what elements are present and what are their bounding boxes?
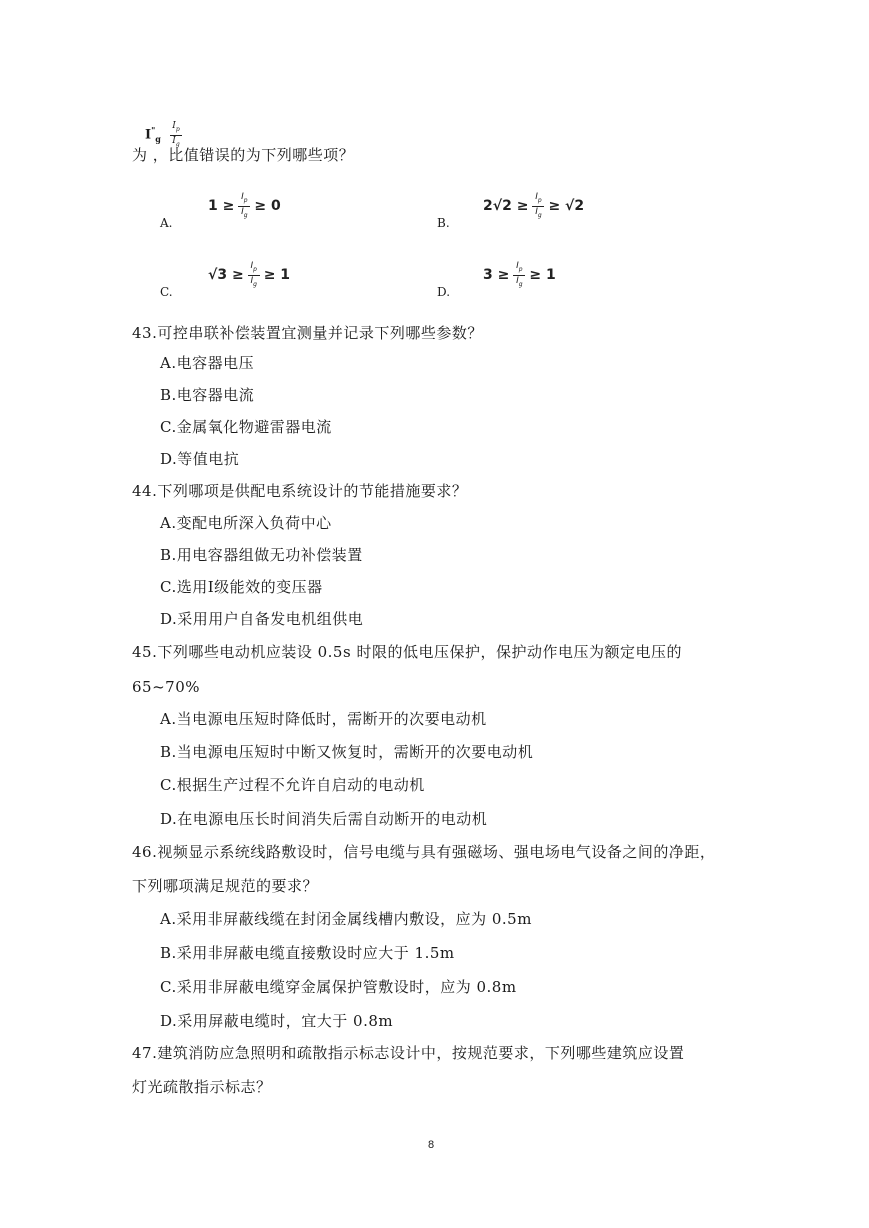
option-b-label: B. bbox=[437, 216, 450, 230]
question-45-cont: 65~70% bbox=[132, 678, 200, 696]
option-d-label: D. bbox=[437, 285, 451, 299]
q44-option-b: B.用电容器组做无功补偿装置 bbox=[160, 546, 363, 564]
question-47-cont: 灯光疏散指示标志？ bbox=[132, 1078, 272, 1096]
q46-option-c: C.采用非屏蔽电缆穿金属保护管敷设时，应为 0.8m bbox=[160, 978, 517, 996]
q46-option-a: A.采用非屏蔽线缆在封闭金属线槽内敷设，应为 0.5m bbox=[160, 910, 532, 928]
q46-option-d: D.采用屏蔽电缆时，宜大于 0.8m bbox=[160, 1012, 394, 1030]
option-c-formula: √3 ≥ $\frac{I_p}{I_g}$ ≥ 1 bbox=[208, 261, 291, 288]
question-43: 43.可控串联补偿装置宜测量并记录下列哪些参数？ bbox=[132, 324, 483, 342]
question-44: 44.下列哪项是供配电系统设计的节能措施要求？ bbox=[132, 482, 468, 500]
q45-option-b: B.当电源电压短时中断又恢复时，需断开的次要电动机 bbox=[160, 743, 534, 761]
q44-option-a: A.变配电所深入负荷中心 bbox=[160, 514, 332, 532]
option-a-formula: 1 ≥ $\frac{I_p}{I_g}$ ≥ 0 bbox=[208, 192, 281, 219]
q43-option-c: C.金属氧化物避雷器电流 bbox=[160, 418, 332, 436]
question-46: 46.视频显示系统线路敷设时，信号电缆与具有强磁场、强电场电气设备之间的净距， bbox=[132, 843, 716, 861]
q43-option-b: B.电容器电流 bbox=[160, 386, 255, 404]
option-a-label: A. bbox=[160, 216, 173, 230]
question-46-cont: 下列哪项满足规范的要求？ bbox=[132, 877, 319, 895]
question-47: 47.建筑消防应急照明和疏散指示标志设计中，按规范要求，下列哪些建筑应设置 bbox=[132, 1044, 685, 1062]
q45-option-d: D.在电源电压长时间消失后需自动断开的电动机 bbox=[160, 810, 488, 828]
q46-option-b: B.采用非屏蔽电缆直接敷设时应大于 1.5m bbox=[160, 944, 455, 962]
page-number: 8 bbox=[428, 1139, 435, 1151]
ip-ig-fraction: $I_p$ $I_g$ bbox=[170, 122, 182, 149]
option-b-formula: 2√2 ≥ $\frac{I_p}{I_g}$ ≥ √2 bbox=[483, 192, 585, 219]
q45-option-a: A.当电源电压短时降低时，需断开的次要电动机 bbox=[160, 710, 487, 728]
q44-option-d: D.采用用户自备发电机组供电 bbox=[160, 610, 364, 628]
ig-symbol: $I^"_g$ bbox=[145, 125, 161, 144]
intro-question: 为 ，比值错误的为下列哪些项？ bbox=[132, 146, 355, 164]
q45-option-c: C.根据生产过程不允许自启动的电动机 bbox=[160, 776, 425, 794]
q43-option-d: D.等值电抗 bbox=[160, 450, 240, 468]
q44-option-c: C.选用Ⅰ级能效的变压器 bbox=[160, 578, 323, 596]
q43-option-a: A.电容器电压 bbox=[160, 354, 255, 372]
option-d-formula: 3 ≥ $\frac{I_p}{I_g}$ ≥ 1 bbox=[483, 261, 556, 288]
option-c-label: C. bbox=[160, 285, 173, 299]
question-45: 45.下列哪些电动机应装设 0.5s 时限的低电压保护，保护动作电压为额定电压的 bbox=[132, 643, 682, 661]
